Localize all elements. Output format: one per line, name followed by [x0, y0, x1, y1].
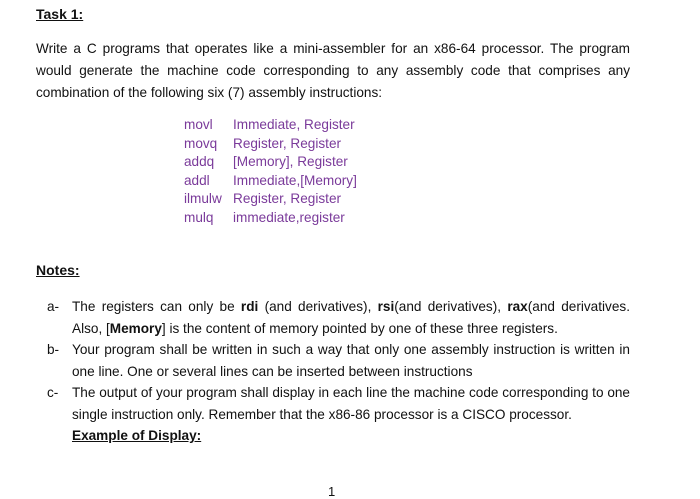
instruction-operands: Register, Register: [233, 191, 342, 206]
instruction-mnemonic: addq: [184, 154, 215, 169]
instruction-row: [184, 135, 357, 154]
page-number: 1: [328, 484, 336, 499]
instruction-mnemonic: movq: [184, 135, 218, 151]
notes-heading: Notes:: [36, 262, 80, 278]
instruction-operands: Register, Register: [233, 135, 342, 151]
note-a-register-rsi: rsi: [377, 299, 395, 314]
note-b: [36, 339, 630, 382]
note-a-text: (and derivatives),: [394, 299, 508, 314]
note-b-text: Your program shall be written in such a way that only one assembly instruction is written in one line. One or several lines can be inserted between instructions: [72, 342, 630, 379]
note-a-text: (and derivatives. Also, [: [72, 299, 630, 336]
note-c: [36, 382, 630, 425]
note-c-text: The output of your program shall display in each line the machine code corresponding to one single instruction only. Remember that the x86-86 processor is a CISCO processor.: [72, 385, 630, 422]
instruction-mnemonic: addl: [184, 172, 210, 188]
note-marker: b-: [47, 342, 60, 357]
instruction-mnemonic: movl: [184, 117, 213, 132]
note-a-text: (and derivatives),: [258, 299, 378, 314]
instruction-mnemonic: ilmulw: [184, 191, 222, 206]
instruction-operands: [Memory], Register: [233, 154, 348, 169]
task-intro-paragraph: Write a C programs that operates like a mini-assembler for an x86-64 processor. The program would generate the machine code corresponding to any assembly code that comprises any combination of the following six (7) assembly instructions:: [36, 41, 630, 100]
note-a: [36, 296, 630, 339]
note-marker: a-: [47, 299, 60, 314]
instruction-mnemonic: mulq: [184, 209, 214, 225]
example-display-heading: Example of Display:: [72, 428, 202, 443]
instruction-operands: Immediate, Register: [233, 117, 355, 132]
instruction-row: [184, 116, 357, 135]
note-a-register-rdi: rdi: [240, 299, 259, 314]
instruction-list: [184, 116, 357, 227]
note-marker: c-: [47, 385, 59, 400]
instruction-operands: immediate,register: [233, 209, 345, 225]
instruction-row: [184, 190, 357, 209]
instruction-row: [184, 153, 357, 172]
instruction-operands: Immediate,[Memory]: [233, 172, 357, 188]
task-heading: Task 1:: [36, 6, 84, 22]
note-a-text: The registers can only be: [72, 299, 241, 314]
note-a-text: ] is the content of memory pointed by one of these three registers.: [161, 320, 558, 336]
instruction-row: [184, 172, 357, 191]
note-a-register-rax: rax: [507, 299, 528, 314]
notes-list: [36, 296, 630, 447]
note-a-memory: Memory: [109, 320, 162, 336]
instruction-row: [184, 209, 357, 228]
